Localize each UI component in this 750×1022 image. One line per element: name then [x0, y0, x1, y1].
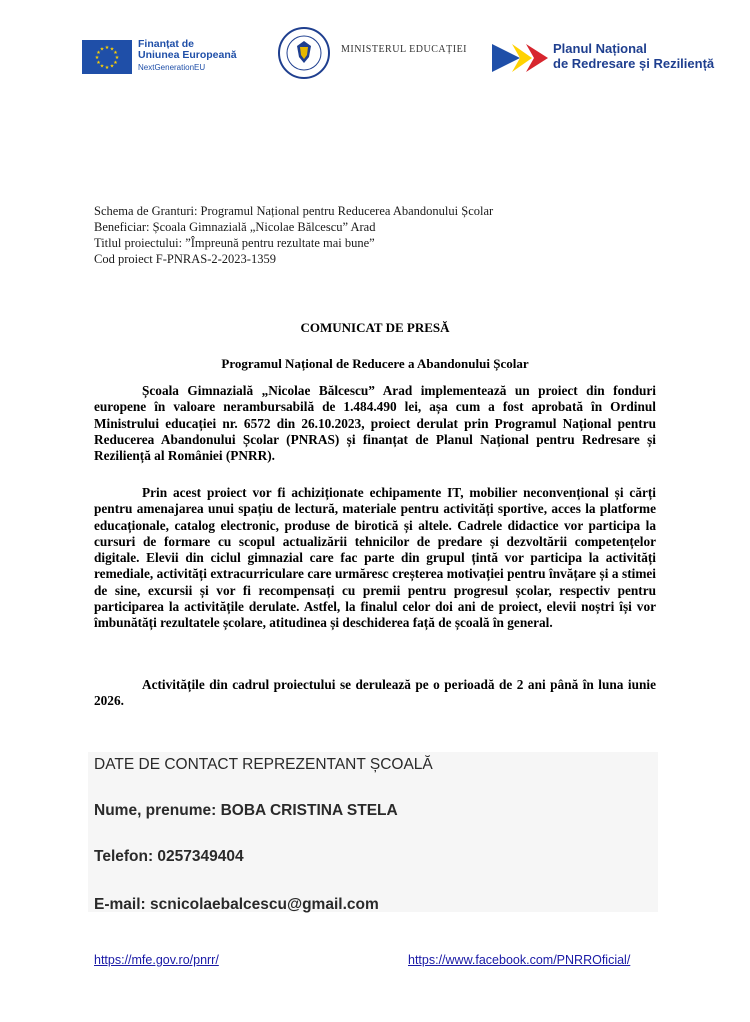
- contact-heading: DATE DE CONTACT REPREZENTANT ȘCOALĂ: [94, 756, 433, 773]
- pnrr-line2: de Redresare și Reziliență: [553, 56, 715, 71]
- meta-project-code: Cod proiect F-PNRAS-2-2023-1359: [94, 252, 276, 266]
- eu-flag-icon: [82, 40, 132, 74]
- svg-text:★: ★: [99, 46, 105, 53]
- document-subtitle: Programul Național de Reducere a Abandonului Școlar: [221, 356, 529, 371]
- pnrr-text: [553, 41, 750, 71]
- project-meta: [94, 203, 493, 267]
- ministry-name: MINISTERUL EDUCAȚIEI: [341, 44, 468, 55]
- contact-box: [88, 752, 658, 912]
- svg-text:★: ★: [96, 50, 101, 56]
- svg-text:★: ★: [94, 55, 100, 61]
- meta-beneficiary: Beneficiar: Școala Gimnazială „Nicolae Bălcescu” Arad: [94, 220, 376, 234]
- svg-text:★: ★: [104, 65, 110, 71]
- svg-text:★: ★: [96, 60, 101, 66]
- paragraph-duration: Activitățile din cadrul proiectului se derulează pe o perioadă de 2 ani până în luna iunie 2026.: [94, 677, 656, 709]
- meta-project-title: Titlul proiectului: ”Împreună pentru rezultate mai bune”: [94, 236, 375, 250]
- eu-text: [138, 39, 278, 73]
- contact-name: Nume, prenume: BOBA CRISTINA STELA: [94, 802, 398, 819]
- document-title: COMUNICAT DE PRESĂ: [300, 320, 450, 335]
- mfe-pnrr-link[interactable]: https://mfe.gov.ro/pnrr/: [94, 953, 219, 967]
- pnrr-arrow-icon: [490, 42, 550, 74]
- meta-scheme: Schema de Granturi: Programul Național pentru Reducerea Abandonului Școlar: [94, 204, 494, 218]
- pnrr-line1: Planul Național: [553, 41, 647, 56]
- paragraph-intro: Școala Gimnazială „Nicolae Bălcescu” Arad implementează un proiect din fonduri europene în valoare nerambursabilă de 1.484.490 lei, așa cum a fost aprobată în Ordinul Ministrului educației nr. 6572 din 26.10.2023, proiect derulat prin Programul Național pentru Reducerea Abandonului Școlar (PNRAS) și finanțat de Planul Național pentru Redresare și Reziliență al României (PNRR).: [94, 383, 656, 464]
- eu-line2: Uniunea Europeană: [138, 49, 237, 61]
- romanian-government-seal-icon: [278, 27, 330, 79]
- header: [0, 0, 750, 110]
- paragraph-activities: Prin acest proiect vor fi achiziționate echipamente IT, mobilier neconvențional și cărți pentru amenajarea unui spațiu de lectură, materiale pentru activități sportive, acces la platforme educaționale, catalog electronic, produse de birotică și altele. Cadrele didactice vor participa la cursuri de formare cu scopul actualizării tehnicilor de predare și dezvoltării competențelor digitale. Elevii din ciclul gimnazial care fac parte din grupul țintă vor participa la activități remediale, activități extracurriculare care urmăresc creșterea motivației pentru învățare și a stimei de sine, excursii și vor fi recompensați cu premii pentru progresul școlar, respectiv pentru participarea la activitățile derulate. Astfel, la finalul celor doi ani de proiect, elevii noștri își vor îmbunătăți rezultatele școlare, atitudinea și deschiderea față de școală în general.: [94, 485, 656, 631]
- svg-text:★: ★: [114, 55, 120, 61]
- eu-line1: Finanțat de: [138, 38, 195, 50]
- svg-text:★: ★: [113, 60, 118, 66]
- svg-text:★: ★: [109, 46, 115, 53]
- svg-text:★: ★: [109, 63, 115, 70]
- contact-phone: Telefon: 0257349404: [94, 848, 244, 865]
- eu-line3: NextGenerationEU: [138, 63, 206, 72]
- svg-text:★: ★: [104, 45, 110, 51]
- svg-text:★: ★: [113, 50, 118, 56]
- svg-text:★: ★: [99, 63, 105, 70]
- contact-email: E-mail: scnicolaebalcescu@gmail.com: [94, 896, 379, 913]
- facebook-pnrr-link[interactable]: https://www.facebook.com/PNRROficial/: [408, 953, 631, 967]
